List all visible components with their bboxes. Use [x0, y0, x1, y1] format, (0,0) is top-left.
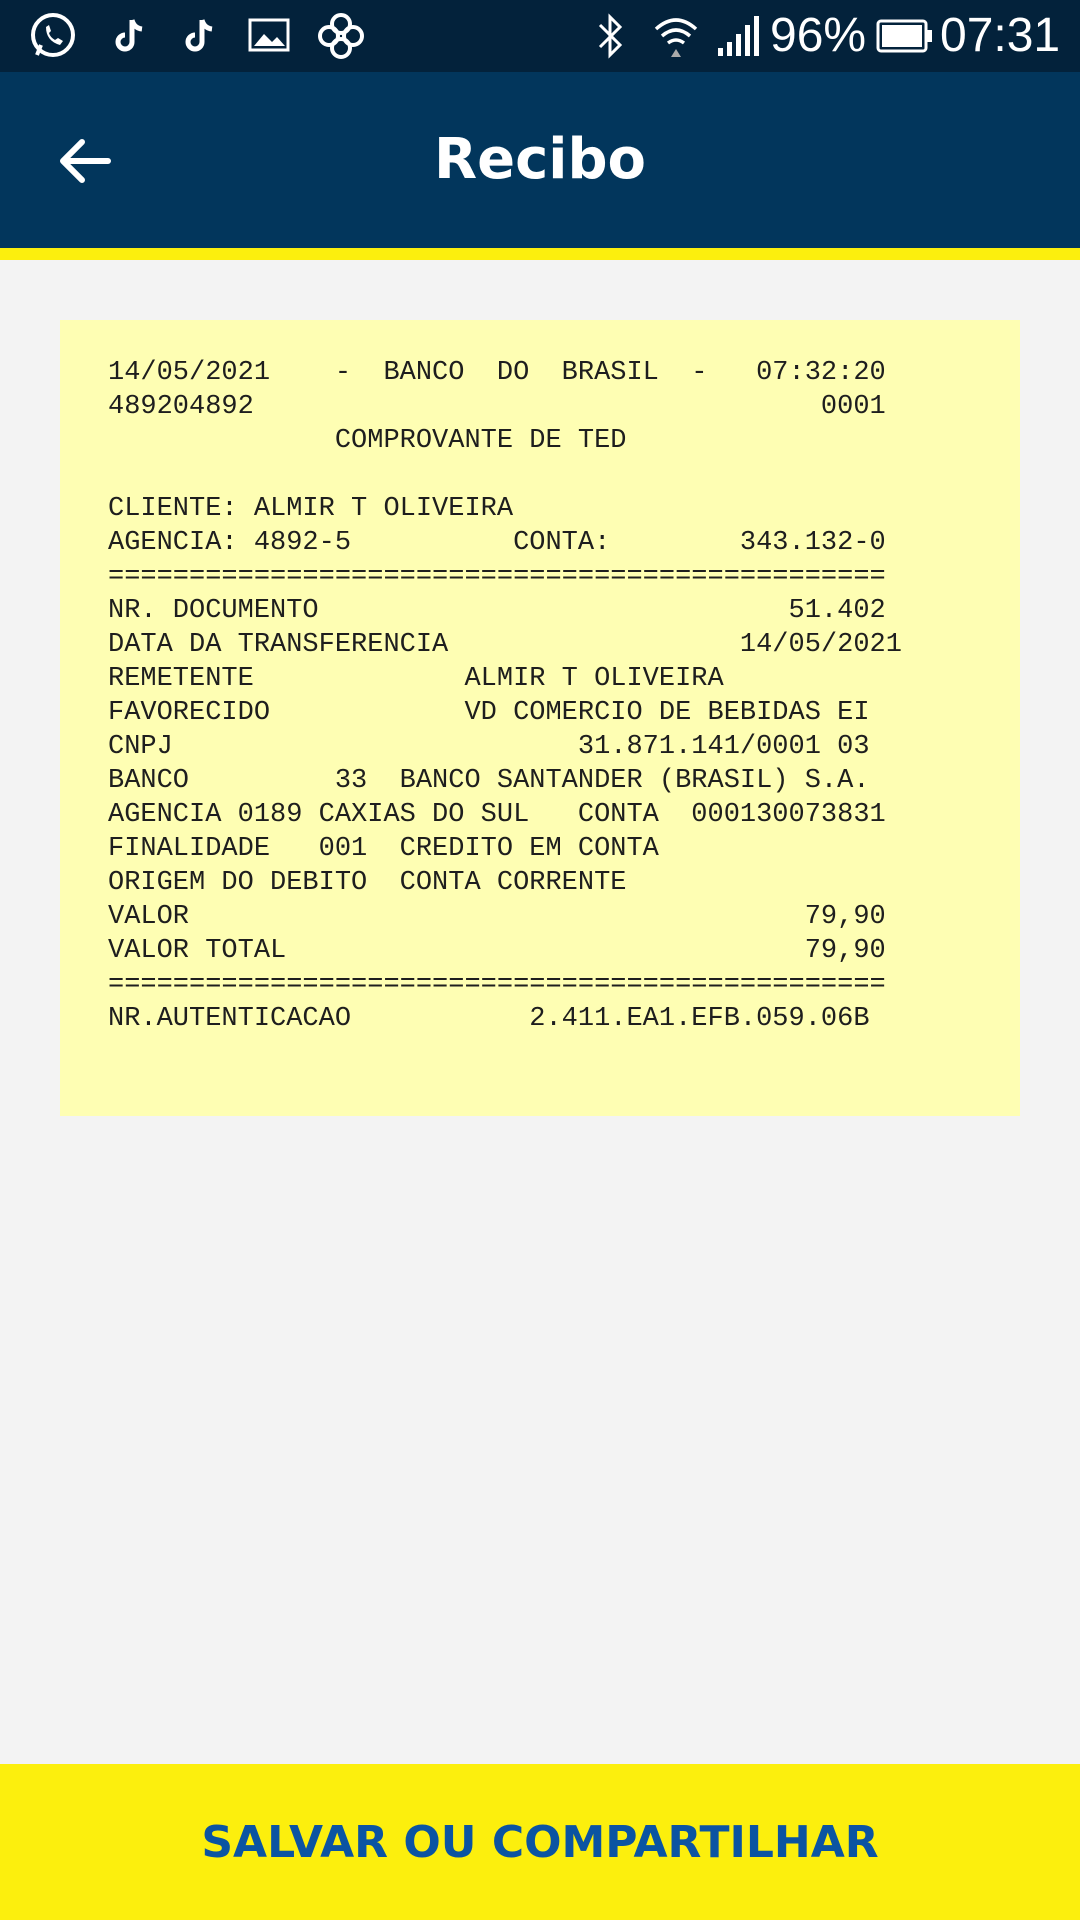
clock: 07:31 [940, 9, 1061, 62]
page-title: Recibo [433, 127, 647, 192]
receipt-line: ================================================ [108, 562, 886, 592]
bluetooth-icon [596, 12, 626, 60]
tiktok-icon [110, 12, 150, 60]
save-share-button[interactable] [0, 1764, 1080, 1920]
pinwheel-icon [316, 12, 366, 60]
battery-icon [876, 12, 934, 60]
receipt-line: ================================================ [108, 970, 886, 1000]
tiktok-icon [180, 12, 220, 60]
battery-percent: 96% [770, 9, 867, 62]
app-bar [0, 72, 1080, 248]
receipt-line: VALOR TOTAL 79,90 [108, 936, 886, 966]
receipt-line: CLIENTE: ALMIR T OLIVEIRA [108, 494, 514, 524]
receipt-line: ORIGEM DO DEBITO CONTA CORRENTE [108, 868, 627, 898]
save-share-button-label: SALVAR OU COMPARTILHAR [201, 1816, 879, 1868]
receipt-line: NR. DOCUMENTO 51.402 [108, 596, 886, 626]
receipt-line: AGENCIA: 4892-5 CONTA: 343.132-0 [108, 528, 886, 558]
receipt-line: NR.AUTENTICACAO 2.411.EA1.EFB.059.06B [108, 1004, 870, 1034]
gallery-icon [248, 12, 290, 60]
receipt-line: FAVORECIDO VD COMERCIO DE BEBIDAS EI [108, 698, 870, 728]
receipt-line [108, 458, 902, 492]
receipt-line: 489204892 0001 [108, 392, 886, 422]
signal-icon [716, 12, 760, 60]
receipt-line: REMETENTE ALMIR T OLIVEIRA [108, 664, 724, 694]
receipt-text [108, 356, 902, 1036]
receipt-line: AGENCIA 0189 CAXIAS DO SUL CONTA 000130073831 [108, 800, 886, 830]
receipt-line: COMPROVANTE DE TED [108, 426, 627, 456]
whatsapp-icon [28, 12, 78, 60]
receipt-line: FINALIDADE 001 CREDITO EM CONTA [108, 834, 659, 864]
receipt-line: CNPJ 31.871.141/0001 03 [108, 732, 870, 762]
receipt-line: DATA DA TRANSFERENCIA 14/05/2021 [108, 630, 902, 660]
receipt-line: BANCO 33 BANCO SANTANDER (BRASIL) S.A. [108, 766, 870, 796]
receipt-line: VALOR 79,90 [108, 902, 886, 932]
receipt-line: 14/05/2021 - BANCO DO BRASIL - 07:32:20 [108, 358, 886, 388]
status-bar [0, 0, 1080, 72]
receipt-card [60, 320, 1020, 1116]
header-accent-stripe [0, 248, 1080, 260]
wifi-icon [652, 12, 700, 60]
